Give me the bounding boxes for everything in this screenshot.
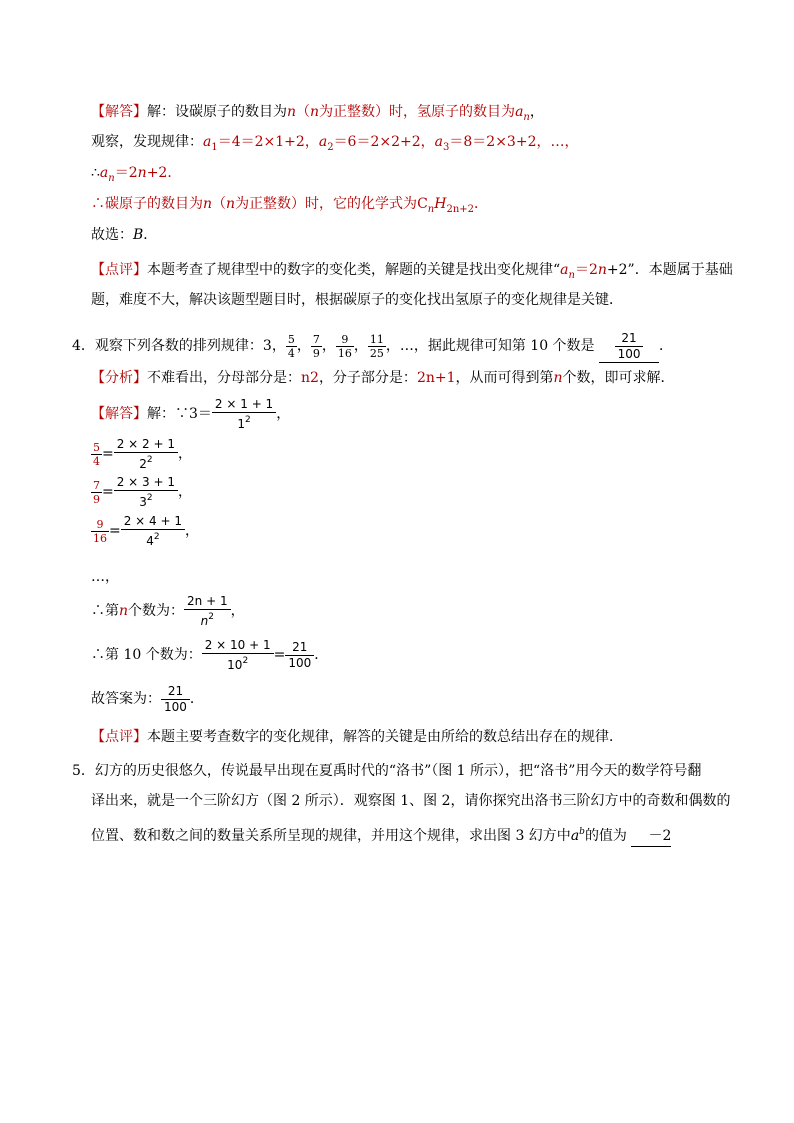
analysis-line: 【分析】不难看出，分母部分是：n2，分子部分是：2n+1，从而可得到第n个数，即可求解． — [91, 370, 675, 386]
final-answer-fraction: $\frac{21}{100}$ — [161, 684, 190, 715]
analysis-label: 【分析】 — [91, 370, 147, 386]
nth-term-fraction: $\frac{2n + 1}{n^2}$ — [184, 594, 231, 629]
tenth-term-line: ∴第 10 个数为： $\frac{2 \times 10 + 1}{10^2}$ = $\frac{21}{100}$ ． — [91, 637, 329, 672]
question-4-stem: 4．观察下列各数的排列规律：3， $\frac{5}{4}$ ， $\frac{7}{9}$ ， $\frac{9}{16}$ ， $\frac{11}{25}$ ，…，据此规律可知第 10 个数是 $\frac{21}{100}$ ． — [72, 330, 673, 363]
solution-row-2: $\frac{7}{9}$ = $\frac{2 \times 3 + 1}{3^2}$ ， — [93, 474, 193, 509]
solution-line-1: 【解答】解：设碳原子的数目为n（n为正整数）时，氢原子的数目为$a_n$， — [91, 104, 544, 123]
answer-blank: $\frac{21}{100}$ — [599, 330, 659, 363]
question-number: 4． — [72, 338, 95, 354]
solution-line-5: 故选：B． — [91, 227, 158, 243]
solution-row-3: $\frac{9}{16}$ = $\frac{2 \times 4 + 1}{4^2}$ ， — [93, 513, 200, 548]
seq-fraction: $\frac{9}{16}$ — [337, 332, 352, 360]
question-5-line-3: 位置、数和数之间的数量关系所呈现的规律，并用这个规律，求出图 3 幻方中$a^b$的值为 －2 — [91, 822, 671, 847]
comment-label: 【点评】 — [91, 262, 147, 278]
question-5-line-2: 译出来，就是一个三阶幻方（图 2 所示）．观察图 1、图 2，请你探究出洛书三阶幻方中的奇数和偶数的 — [91, 793, 731, 809]
solution-first-line: 【解答】解：∵3＝ $\frac{2 \times 1 + 1}{1^2}$ ， — [91, 396, 291, 431]
solution-line-2: 观察，发现规律：$a_1=4=2\times 1+2$，$a_2=6=2\times 2+2$，$a_3=8=2\times 3+2$，…， — [91, 134, 579, 153]
tenth-term-fraction: $\frac{2 \times 10 + 1}{10^2}$ — [202, 638, 274, 673]
q4-comment-line: 【点评】本题主要考查数字的变化规律，解答的关键是由所给的数总结出存在的规律． — [91, 729, 623, 745]
comment-line-1: 【点评】本题考查了规律型中的数字的变化类，解题的关键是找出变化规律“$a_n=2n+2$”．本题属于基础 — [91, 262, 733, 281]
solution-label: 【解答】 — [91, 406, 147, 422]
solution-fraction: $\frac{2 \times 1 + 1}{1^2}$ — [212, 397, 276, 432]
solution-line-4: ∴碳原子的数目为n（n为正整数）时，它的化学式为$C_nH_{2n+2}$． — [91, 196, 488, 215]
answer-blank: －2 — [631, 826, 671, 847]
nth-term-line: ∴第n个数为： $\frac{2n + 1}{n^2}$ ， — [91, 593, 245, 628]
solution-row-1: $\frac{5}{4}$ = $\frac{2 \times 2 + 1}{2^2}$ ， — [93, 436, 193, 471]
comment-label: 【点评】 — [91, 729, 147, 745]
question-number: 5． — [72, 763, 95, 779]
seq-fraction: $\frac{11}{25}$ — [369, 332, 384, 360]
ellipsis-line: …， — [91, 569, 119, 585]
solution-label: 【解答】 — [91, 104, 147, 120]
seq-fraction: $\frac{7}{9}$ — [312, 332, 320, 360]
question-5-line-1: 5．幻方的历史很悠久，传说最早出现在夏禹时代的“洛书”（图 1 所示），把“洛书”用今天的数学符号翻 — [72, 763, 702, 779]
comment-line-2: 题，难度不大，解决该题型题目时，根据碳原子的变化找出氢原子的变化规律是关键． — [91, 292, 623, 308]
seq-fraction: $\frac{5}{4}$ — [287, 332, 295, 360]
final-answer-line: 故答案为： $\frac{21}{100}$ ． — [91, 683, 204, 714]
tenth-term-result: $\frac{21}{100}$ — [285, 640, 314, 671]
solution-line-3: $\therefore a_n=2n+2$． — [91, 165, 182, 184]
